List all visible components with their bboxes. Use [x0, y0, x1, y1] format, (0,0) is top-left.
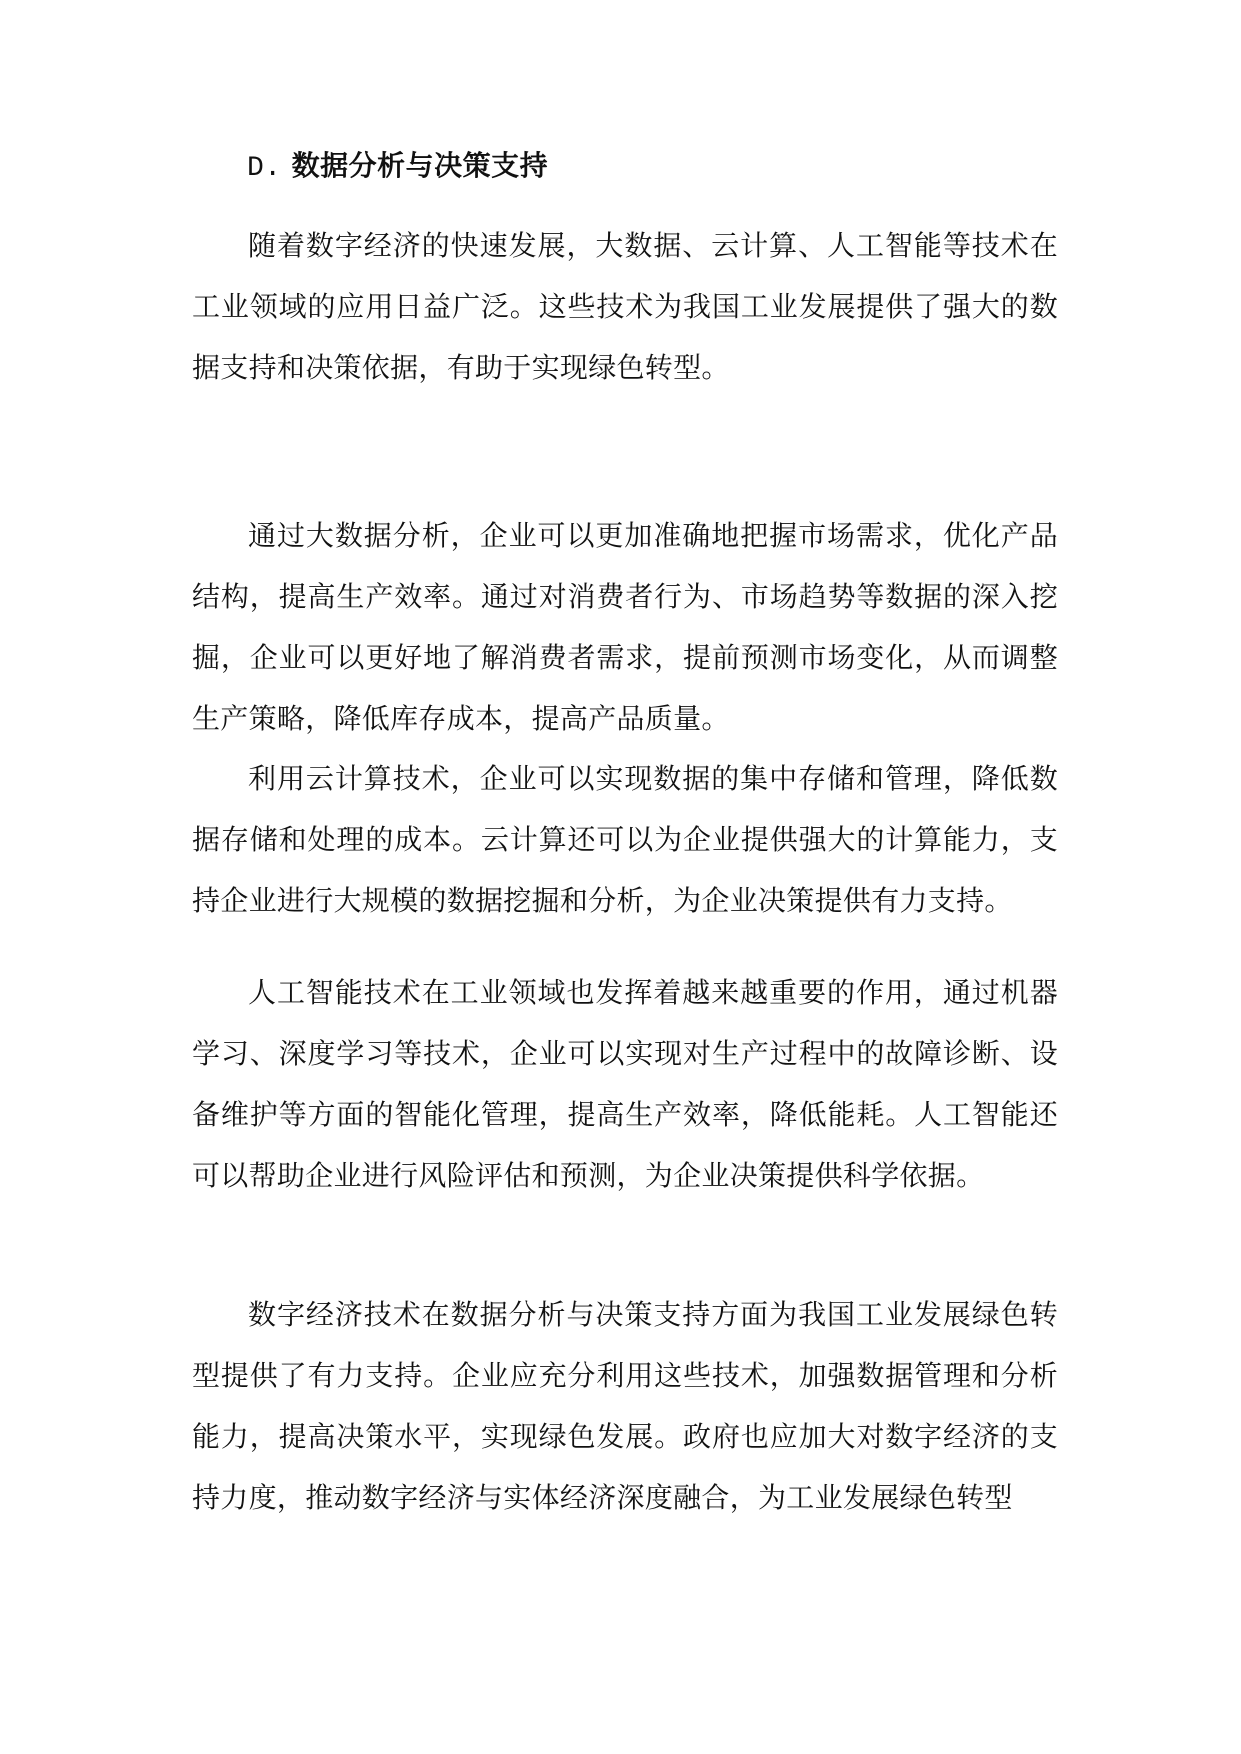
section-title: 数据分析与决策支持 [291, 149, 549, 182]
section-heading [247, 146, 548, 189]
paragraph-3: 利用云计算技术，企业可以实现数据的集中存储和管理，降低数据存储和处理的成本。云计算还可以为企业提供强大的计算能力，支持企业进行大规模的数据挖掘和分析，为企业决策提供有力支持。 [192, 762, 1058, 917]
paragraph-4: 人工智能技术在工业领域也发挥着越来越重要的作用，通过机器学习、深度学习等技术，企业可以实现对生产过程中的故障诊断、设备维护等方面的智能化管理，提高生产效率，降低能耗。人工智能还可以帮助企业进行风险评估和预测，为企业决策提供科学依据。 [192, 976, 1058, 1192]
section-marker: D. [247, 153, 282, 184]
paragraph-1: 随着数字经济的快速发展，大数据、云计算、人工智能等技术在工业领域的应用日益广泛。这些技术为我国工业发展提供了强大的数据支持和决策依据，有助于实现绿色转型。 [192, 229, 1058, 384]
paragraph-5: 数字经济技术在数据分析与决策支持方面为我国工业发展绿色转型提供了有力支持。企业应充分利用这些技术，加强数据管理和分析能力，提高决策水平，实现绿色发展。政府也应加大对数字经济的支持力度，推动数字经济与实体经济深度融合，为工业发展绿色转型 [192, 1298, 1058, 1514]
paragraph-2: 通过大数据分析，企业可以更加准确地把握市场需求，优化产品结构，提高生产效率。通过对消费者行为、市场趋势等数据的深入挖掘，企业可以更好地了解消费者需求，提前预测市场变化，从而调整生产策略，降低库存成本，提高产品质量。 [192, 519, 1058, 735]
